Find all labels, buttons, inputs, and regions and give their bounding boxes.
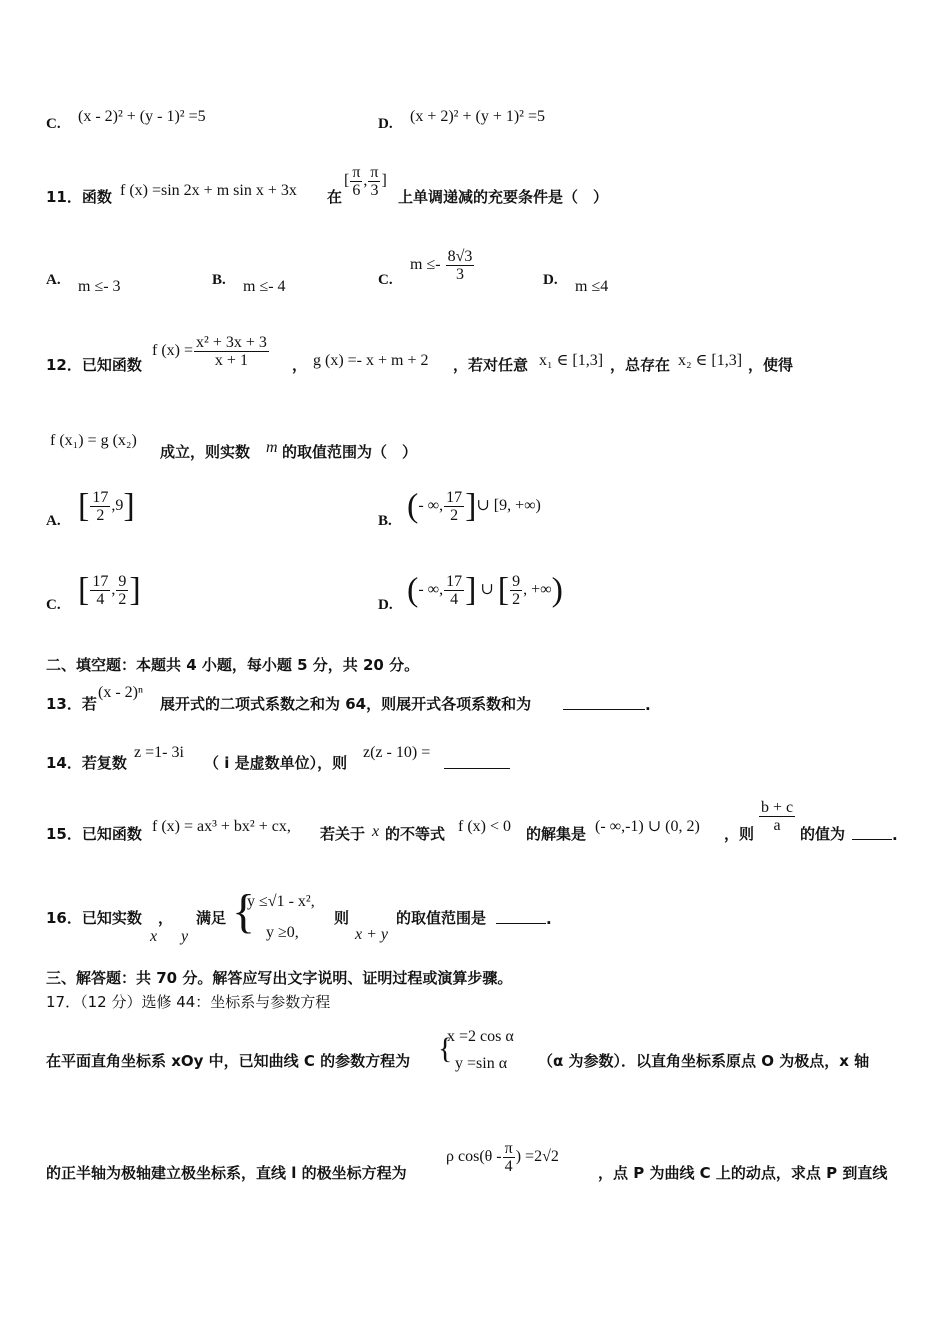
q14-expr2: z(z - 10) = [363,744,431,761]
q11-option-a-label: A. [46,272,61,288]
q17-polar-equation: ρ cos(θ - $\frac{\pi}{4}$ ) =2√2 [446,1140,559,1175]
q12-number: 12．已知函数 [46,356,142,374]
q16-number: 16．已知实数 [46,909,142,927]
q12-condition-tail: 成立，则实数 [160,443,251,461]
q12-option-c-label: C. [46,597,61,613]
q12-x1-domain: x₁ ∈ [1,3] [539,352,604,369]
q11-tail: 上单调递减的充要条件是（ ） [398,188,609,206]
q15-text2: 的不等式 [385,825,446,843]
section-fill-in-heading: 二、填空题：本题共 4 小题，每小题 5 分，共 20 分。 [46,656,420,674]
q17-heading: 17．（12 分）选修 44：坐标系与参数方程 [46,993,331,1011]
q12-exists: ，总存在 [610,356,671,374]
q11-option-a-expr: m ≤- 3 [78,278,121,295]
q17-brace: { [438,1032,453,1065]
section-answer-heading: 三、解答题：共 70 分。解答应写出文字说明、证明过程或演算步骤。 [46,969,513,987]
q10-option-d-label: D. [378,116,393,132]
q15-solution-set: (- ∞,-1) ∪ (0, 2) [595,818,700,835]
q11-interval: [ $\frac{\pi}{6}$ , $\frac{\pi}{3}$ ] [344,164,387,199]
q11-option-d-label: D. [543,272,558,288]
q12-g-definition: g (x) =- x + m + 2 [313,352,429,369]
q12-option-d-label: D. [378,597,393,613]
q11-option-d-expr: m ≤4 [575,278,609,295]
q16-y: y [181,928,189,945]
q16-text: 的取值范围是 [396,909,487,927]
q14-number: 14．若复数 [46,754,127,772]
q12-option-c-expr: [ $\frac{17}{4}$ , $\frac{9}{2}$ ] [78,571,141,609]
q12-f-definition: f (x) = $\frac{\text{x² + 3x + 3}}{x + 1}$ [152,334,267,369]
q15-text5: 的值为 [800,825,846,843]
q17-line1b: （α 为参数）．以直角坐标系原点 O 为极点，x 轴 [538,1052,870,1070]
q15-text3: 的解集是 [526,825,587,843]
q15-number: 15．已知函数 [46,825,142,843]
q15-function: f (x) = ax³ + bx² + cx, [152,818,291,835]
q12-any: ，若对任意 [453,356,529,374]
q16-condition2: y ≥0, [266,924,299,941]
q11-option-c-label: C. [378,272,393,288]
q12-option-b-label: B. [378,513,392,529]
q15-answer-blank[interactable]: . [852,825,898,844]
q13-answer-blank[interactable]: . [563,695,651,714]
q14-expr: z =1- 3i [134,744,184,761]
q11-in: 在 [327,188,343,206]
q16-answer-blank[interactable]: . [496,909,552,928]
q13-expr: (x - 2)ⁿ [98,684,144,701]
q10-option-c-label: C. [46,116,61,132]
q12-option-b-expr: (- ∞, $\frac{17}{2}$ ]∪ [9, +∞) [407,487,541,525]
q16-condition1: y ≤√1 - x², [247,893,315,910]
q16-x: x [150,928,158,945]
q15-text1: 若关于 [320,825,366,843]
q17-line2b: ，点 P 为曲线 C 上的动点，求点 P 到直线 [598,1164,888,1182]
q12-condition: f (x₁) = g (x₂) [50,432,137,449]
q14-text: （ i 是虚数单位），则 [204,754,348,772]
q12-option-a-expr: [ $\frac{17}{2}$ ,9] [78,487,135,525]
q17-param-y: y =sin α [455,1055,508,1072]
q16-x-plus-y: x + y [355,926,388,943]
q11-number: 11．函数 [46,188,112,206]
q15-inequality: f (x) < 0 [458,818,512,835]
q17-line2: 的正半轴为极轴建立极坐标系，直线 l 的极坐标方程为 [46,1164,407,1182]
q13-number: 13．若 [46,695,97,713]
q16-comma: ， [158,909,174,927]
q11-option-b-expr: m ≤- 4 [243,278,286,295]
q15-text4: ，则 [724,825,755,843]
q17-line1: 在平面直角坐标系 xOy 中，已知曲线 C 的参数方程为 [46,1052,411,1070]
q10-option-d-expr: (x + 2)² + (y + 1)² =5 [410,108,545,125]
q11-function: f (x) =sin 2x + m sin x + 3x [120,182,297,199]
q16-satisfy: 满足 [196,909,227,927]
q14-answer-blank[interactable] [444,754,510,773]
q16-then: 则 [334,909,350,927]
q15-x: x [372,823,380,840]
q12-m: m [266,439,278,456]
q12-range-tail: 的取值范围为（ ） [282,443,418,461]
q11-option-c-expr: m ≤- $\frac{8√3}{3}$ [410,248,473,283]
q10-option-c-expr: (x - 2)² + (y - 1)² =5 [78,108,206,125]
q17-param-x: x =2 cos α [447,1028,514,1045]
q11-option-b-label: B. [212,272,226,288]
q15-fraction: $\frac{b + c}{a}$ [761,799,794,834]
q13-text: 展开式的二项式系数之和为 64，则展开式各项系数和为 [160,695,532,713]
q12-option-a-label: A. [46,513,61,529]
q12-such: ，使得 [748,356,794,374]
q12-comma: ， [292,356,308,374]
q16-brace: { [232,885,256,938]
q12-x2-domain: x₂ ∈ [1,3] [678,352,743,369]
q12-option-d-expr: (- ∞, $\frac{17}{4}$ ] ∪ [ $\frac{9}{2}$ , +∞) [407,571,563,609]
